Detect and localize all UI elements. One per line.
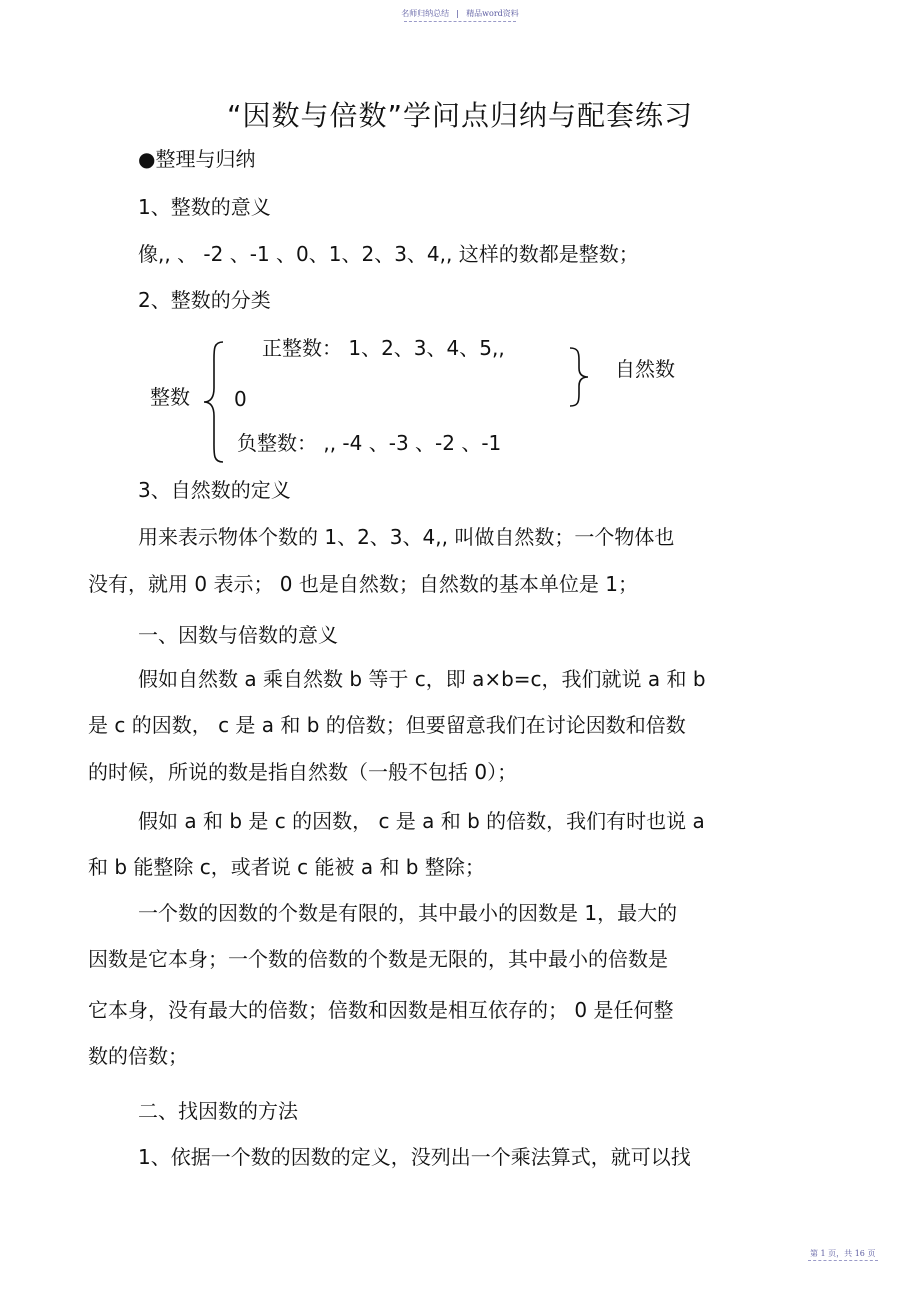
positive-integers: 正整数： 1、2、3、4、5,, bbox=[262, 336, 505, 360]
section2-line: 1、依据一个数的因数的定义，没列出一个乘法算式，就可以找 bbox=[138, 1145, 691, 1169]
item3-line: 用来表示物体个数的 1、2、3、4,, 叫做自然数；一个物体也 bbox=[138, 525, 675, 549]
section1-line: 的时候，所说的数是指自然数（一般不包括 0）； bbox=[88, 760, 518, 784]
footer-dashed-line bbox=[808, 1260, 878, 1261]
zero-item: 0 bbox=[234, 387, 247, 411]
right-brace-icon bbox=[566, 346, 592, 408]
header-dashed-line bbox=[404, 21, 516, 22]
natural-number-label: 自然数 bbox=[615, 357, 675, 381]
header-right-text: 精品word资料 bbox=[466, 9, 519, 18]
section1-line: 因数是它本身；一个数的倍数的个数是无限的，其中最小的倍数是 bbox=[88, 947, 668, 971]
section1-line: 数的倍数； bbox=[88, 1044, 188, 1068]
section1-line: 是 c 的因数， c 是 a 和 b 的倍数；但要留意我们在讨论因数和倍数 bbox=[88, 713, 686, 737]
item1-heading: 1、整数的意义 bbox=[138, 195, 271, 219]
document-title: “因数与倍数”学问点归纳与配套练习 bbox=[226, 99, 693, 132]
page-header bbox=[0, 8, 920, 19]
classification-label: 整数 bbox=[150, 385, 190, 409]
section1-line: 它本身，没有最大的倍数；倍数和因数是相互依存的； 0 是任何整 bbox=[88, 998, 674, 1022]
header-separator bbox=[457, 10, 458, 18]
section1-line: 一个数的因数的个数是有限的，其中最小的因数是 1，最大的 bbox=[138, 901, 678, 925]
section2-heading: 二、找因数的方法 bbox=[138, 1099, 298, 1123]
left-brace-icon bbox=[201, 340, 227, 464]
page-footer: 第 1 页，共 16 页 bbox=[810, 1249, 876, 1258]
item3-heading: 3、自然数的定义 bbox=[138, 478, 291, 502]
item1-text: 像,, 、 -2 、-1 、0、1、2、3、4,, 这样的数都是整数； bbox=[138, 242, 639, 266]
item2-heading: 2、整数的分类 bbox=[138, 288, 271, 312]
section1-line: 假如 a 和 b 是 c 的因数， c 是 a 和 b 的倍数，我们有时也说 a bbox=[138, 809, 705, 833]
item3-line: 没有，就用 0 表示； 0 也是自然数；自然数的基本单位是 1； bbox=[88, 572, 638, 596]
section1-heading: 一、因数与倍数的意义 bbox=[138, 623, 338, 647]
header-left-text: 名师归纳总结 bbox=[401, 9, 450, 18]
section-summary: ●整理与归纳 bbox=[138, 147, 256, 171]
section1-line: 假如自然数 a 乘自然数 b 等于 c，即 a×b=c，我们就说 a 和 b bbox=[138, 667, 706, 691]
section1-line: 和 b 能整除 c，或者说 c 能被 a 和 b 整除； bbox=[88, 855, 485, 879]
negative-integers: 负整数： ,, -4 、-3 、-2 、-1 bbox=[237, 431, 502, 455]
